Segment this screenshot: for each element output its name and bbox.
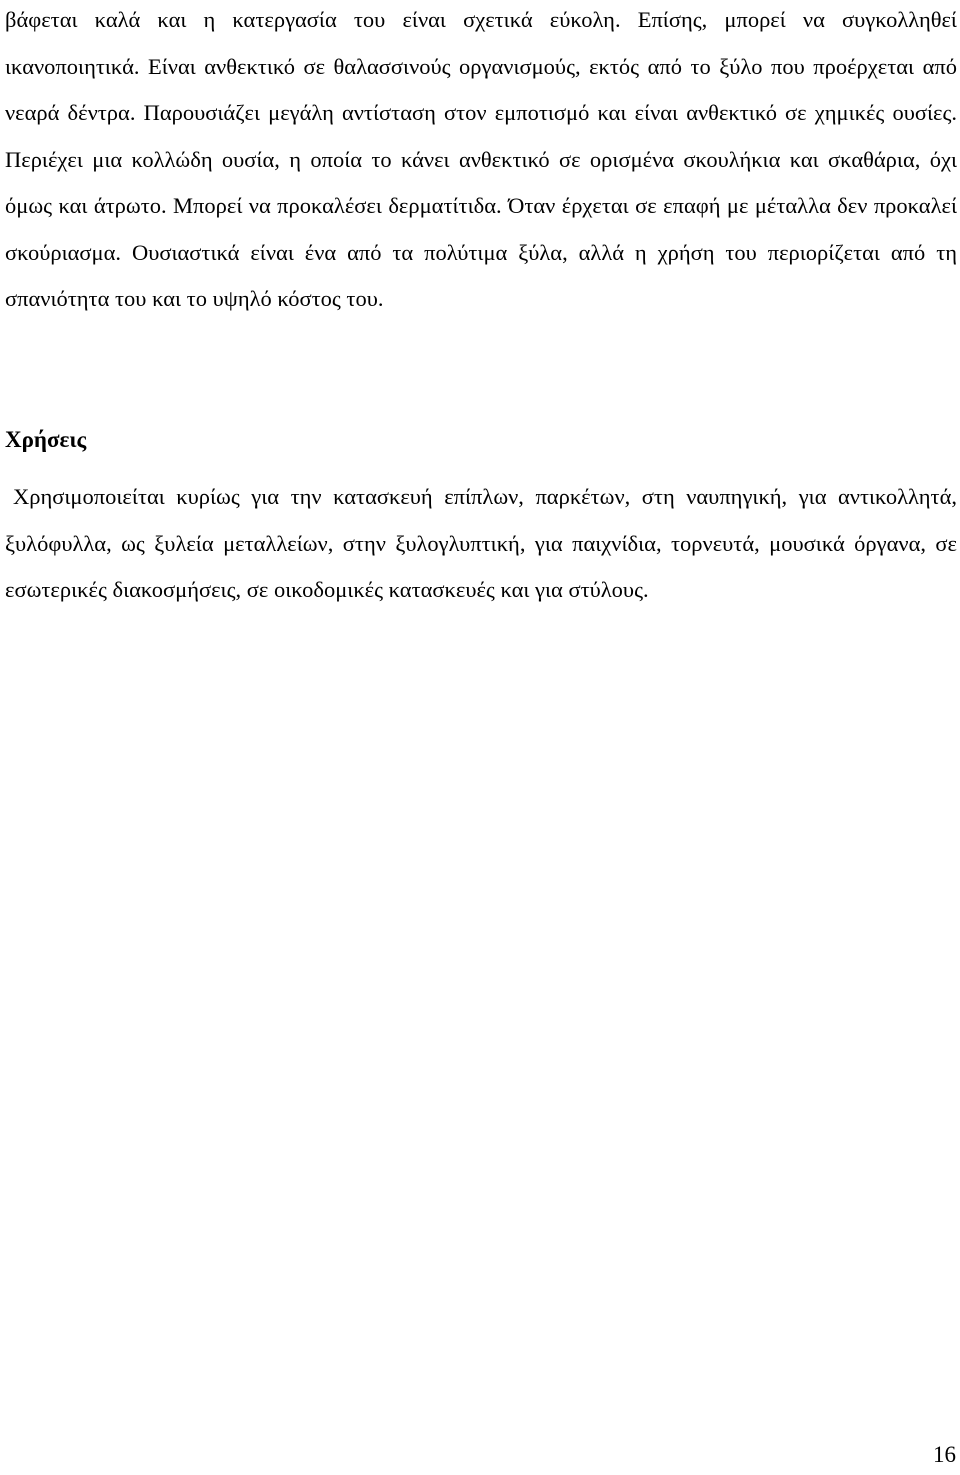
body-paragraph-uses: Χρησιμοποιείται κυρίως για την κατασκευή επίπλων, παρκέτων, στη ναυπηγική, για αντικολλητά, ξυλόφυλλα, ως ξυλεία μεταλλείων, στην ξυλογλυπτική, για παιχνίδια, τορνευτά, μουσικά όργανα, σε εσωτερικές διακοσμήσεις, σε οικοδομικές κατασκευές και για στύλους. [5,484,957,602]
body-paragraph-properties: βάφεται καλά και η κατεργασία του είναι σχετικά εύκολη. Επίσης, μπορεί να συγκολληθεί ικανοποιητικά. Είναι ανθεκτικό σε θαλασσινούς οργανισμούς, εκτός από το ξύλο που προέρχεται από νεαρά δέντρα. Παρουσιάζει μεγάλη αντίσταση στον εμποτισμό και είναι ανθεκτικό σε χημικές ουσίες. Περιέχει μια κολλώδη ουσία, η οποία το κάνει ανθεκτικό σε ορισμένα σκουλήκια και σκαθάρια, όχι όμως και άτρωτο. Μπορεί να προκαλέσει δερματίτιδα. Όταν έρχεται σε επαφή με μέταλλα δεν προκαλεί σκούριασμα. Ουσιαστικά είναι ένα από τα πολύτιμα ξύλα, αλλά η χρήση του περιορίζεται από τη σπανιότητα του και το υψηλό κόστος του. [5,7,957,311]
page-number: 16 [933,1442,956,1467]
section-heading-uses: Χρήσεις [5,427,87,452]
